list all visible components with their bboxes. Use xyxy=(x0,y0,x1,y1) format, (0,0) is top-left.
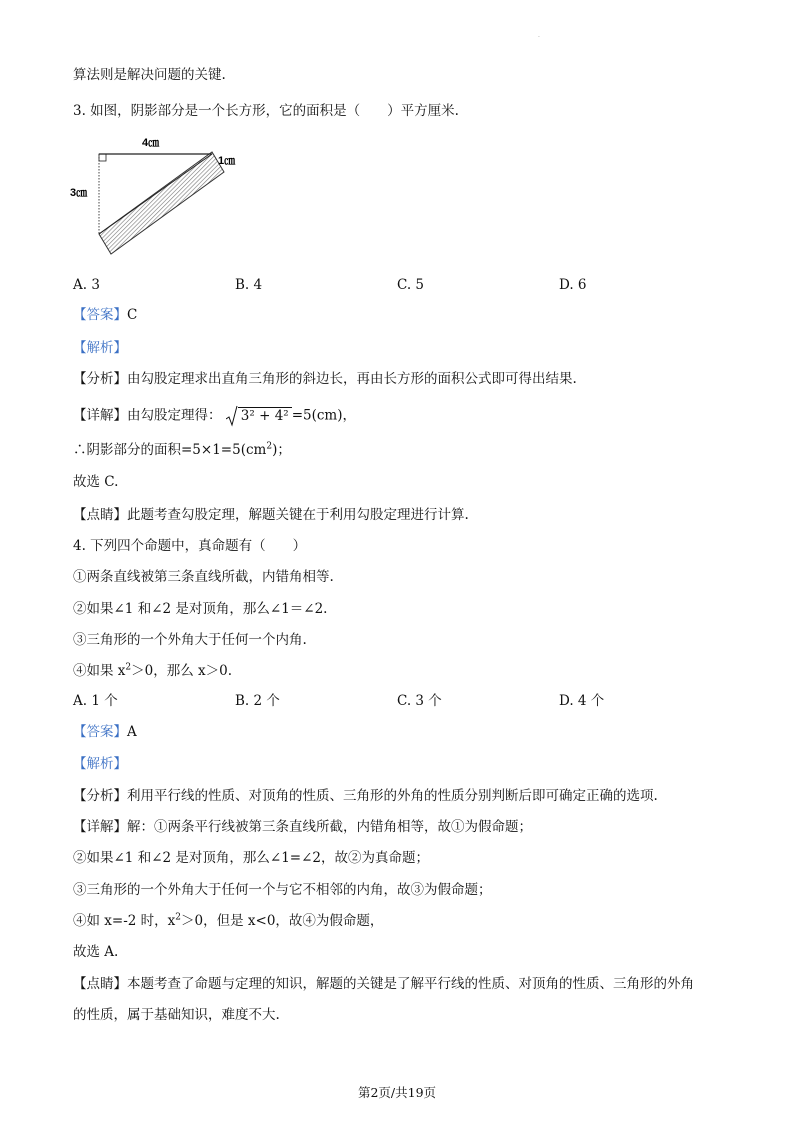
detail-post: =5(cm)， xyxy=(291,407,356,424)
q4-statement-4: ④如果 $x^2>0$，那么 x＞0. xyxy=(73,662,233,679)
label-3cm: 3㎝ xyxy=(70,187,88,199)
parse-tag: 【解析】 xyxy=(73,756,127,772)
answer-tag: 【答案】 xyxy=(73,307,127,323)
q3-choose: 故选 C. xyxy=(73,474,119,490)
q4-option-a: A. 1 个 xyxy=(73,693,118,709)
analysis-tag: 【分析】 xyxy=(73,788,127,804)
answer-tag: 【答案】 xyxy=(73,724,127,740)
parse-tag: 【解析】 xyxy=(73,340,127,356)
q4-option-d: D. 4 个 xyxy=(559,693,605,709)
q4-comment xyxy=(73,975,694,993)
answer-value: C xyxy=(127,307,138,323)
q3-figure xyxy=(66,134,246,264)
q3-analysis xyxy=(73,370,577,388)
detail-tag: 【详解】 xyxy=(73,819,127,835)
label-1cm: 1㎝ xyxy=(218,155,236,167)
corner-dot: . xyxy=(538,32,540,39)
sqrt-expression: 3² + 4² xyxy=(238,407,292,424)
q3-option-a: A. 3 xyxy=(73,277,100,293)
comment-tag: 【点睛】 xyxy=(73,507,127,523)
q4-comment-2: 的性质，属于基础知识，难度不大. xyxy=(73,1007,280,1023)
q4-detail-1: 【详解】解：①两条平行线被第三条直线所截，内错角相等，故①为假命题； xyxy=(73,819,532,835)
detail-tag: 【详解】 xyxy=(73,407,127,424)
q3-area: ∴阴影部分的面积$=5\times 1=5(cm^2)$； xyxy=(73,441,291,458)
comment-tag: 【点睛】 xyxy=(73,976,127,992)
q3-option-d: D. 6 xyxy=(559,277,587,293)
label-4cm: 4㎝ xyxy=(142,137,160,149)
q3-option-c: C. 5 xyxy=(397,277,425,293)
q4-detail-4: ④如 x=-2 时，$x^2>0$，但是 x<0，故④为假命题， xyxy=(73,912,384,929)
answer-value: A xyxy=(127,724,137,740)
q3-comment xyxy=(73,506,469,524)
sqrt-sign xyxy=(226,405,238,427)
page-footer: 第2页/共19页 xyxy=(357,1085,437,1100)
q4-statement-2: ②如果∠1 和∠2 是对顶角，那么∠1＝∠2. xyxy=(73,601,328,617)
q3-detail xyxy=(73,405,356,427)
question-4-title: 4. 下列四个命题中，真命题有（ ） xyxy=(73,538,307,554)
q4-choose: 故选 A. xyxy=(73,944,119,960)
comment-text: 本题考查了命题与定理的知识，解题的关键是了解平行线的性质、对顶角的性质、三角形的外角 xyxy=(127,976,694,992)
shaded-rectangle xyxy=(99,152,224,254)
q4-statement-1: ①两条直线被第三条直线所截，内错角相等. xyxy=(73,569,334,585)
text-line: 算法则是解决问题的关键. xyxy=(73,67,226,83)
q3-parse xyxy=(73,339,127,357)
comment-text: 此题考查勾股定理，解题关键在于利用勾股定理进行计算. xyxy=(127,507,469,523)
q4-analysis xyxy=(73,787,658,805)
detail-pre: 由勾股定理得： xyxy=(127,407,222,424)
q4-parse xyxy=(73,755,127,773)
q4-option-c: C. 3 个 xyxy=(397,693,442,709)
analysis-text: 由勾股定理求出直角三角形的斜边长，再由长方形的面积公式即可得出结果. xyxy=(127,371,577,387)
q4-answer xyxy=(73,723,137,741)
q3-answer xyxy=(73,306,137,324)
question-3-title: 3. 如图，阴影部分是一个长方形，它的面积是（ ）平方厘米. xyxy=(73,103,459,119)
q4-statement-3: ③三角形的一个外角大于任何一个内角. xyxy=(73,632,307,648)
q4-detail-3: ③三角形的一个外角大于任何一个与它不相邻的内角，故③为假命题； xyxy=(73,882,492,898)
analysis-tag: 【分析】 xyxy=(73,371,127,387)
q3-option-b: B. 4 xyxy=(235,277,263,293)
q4-detail-2: ②如果∠1 和∠2 是对顶角，那么∠1=∠2，故②为真命题； xyxy=(73,850,429,866)
right-angle-mark xyxy=(99,154,106,161)
analysis-text: 利用平行线的性质、对顶角的性质、三角形的外角的性质分别判断后即可确定正确的选项. xyxy=(127,788,658,804)
q4-option-b: B. 2 个 xyxy=(235,693,280,709)
